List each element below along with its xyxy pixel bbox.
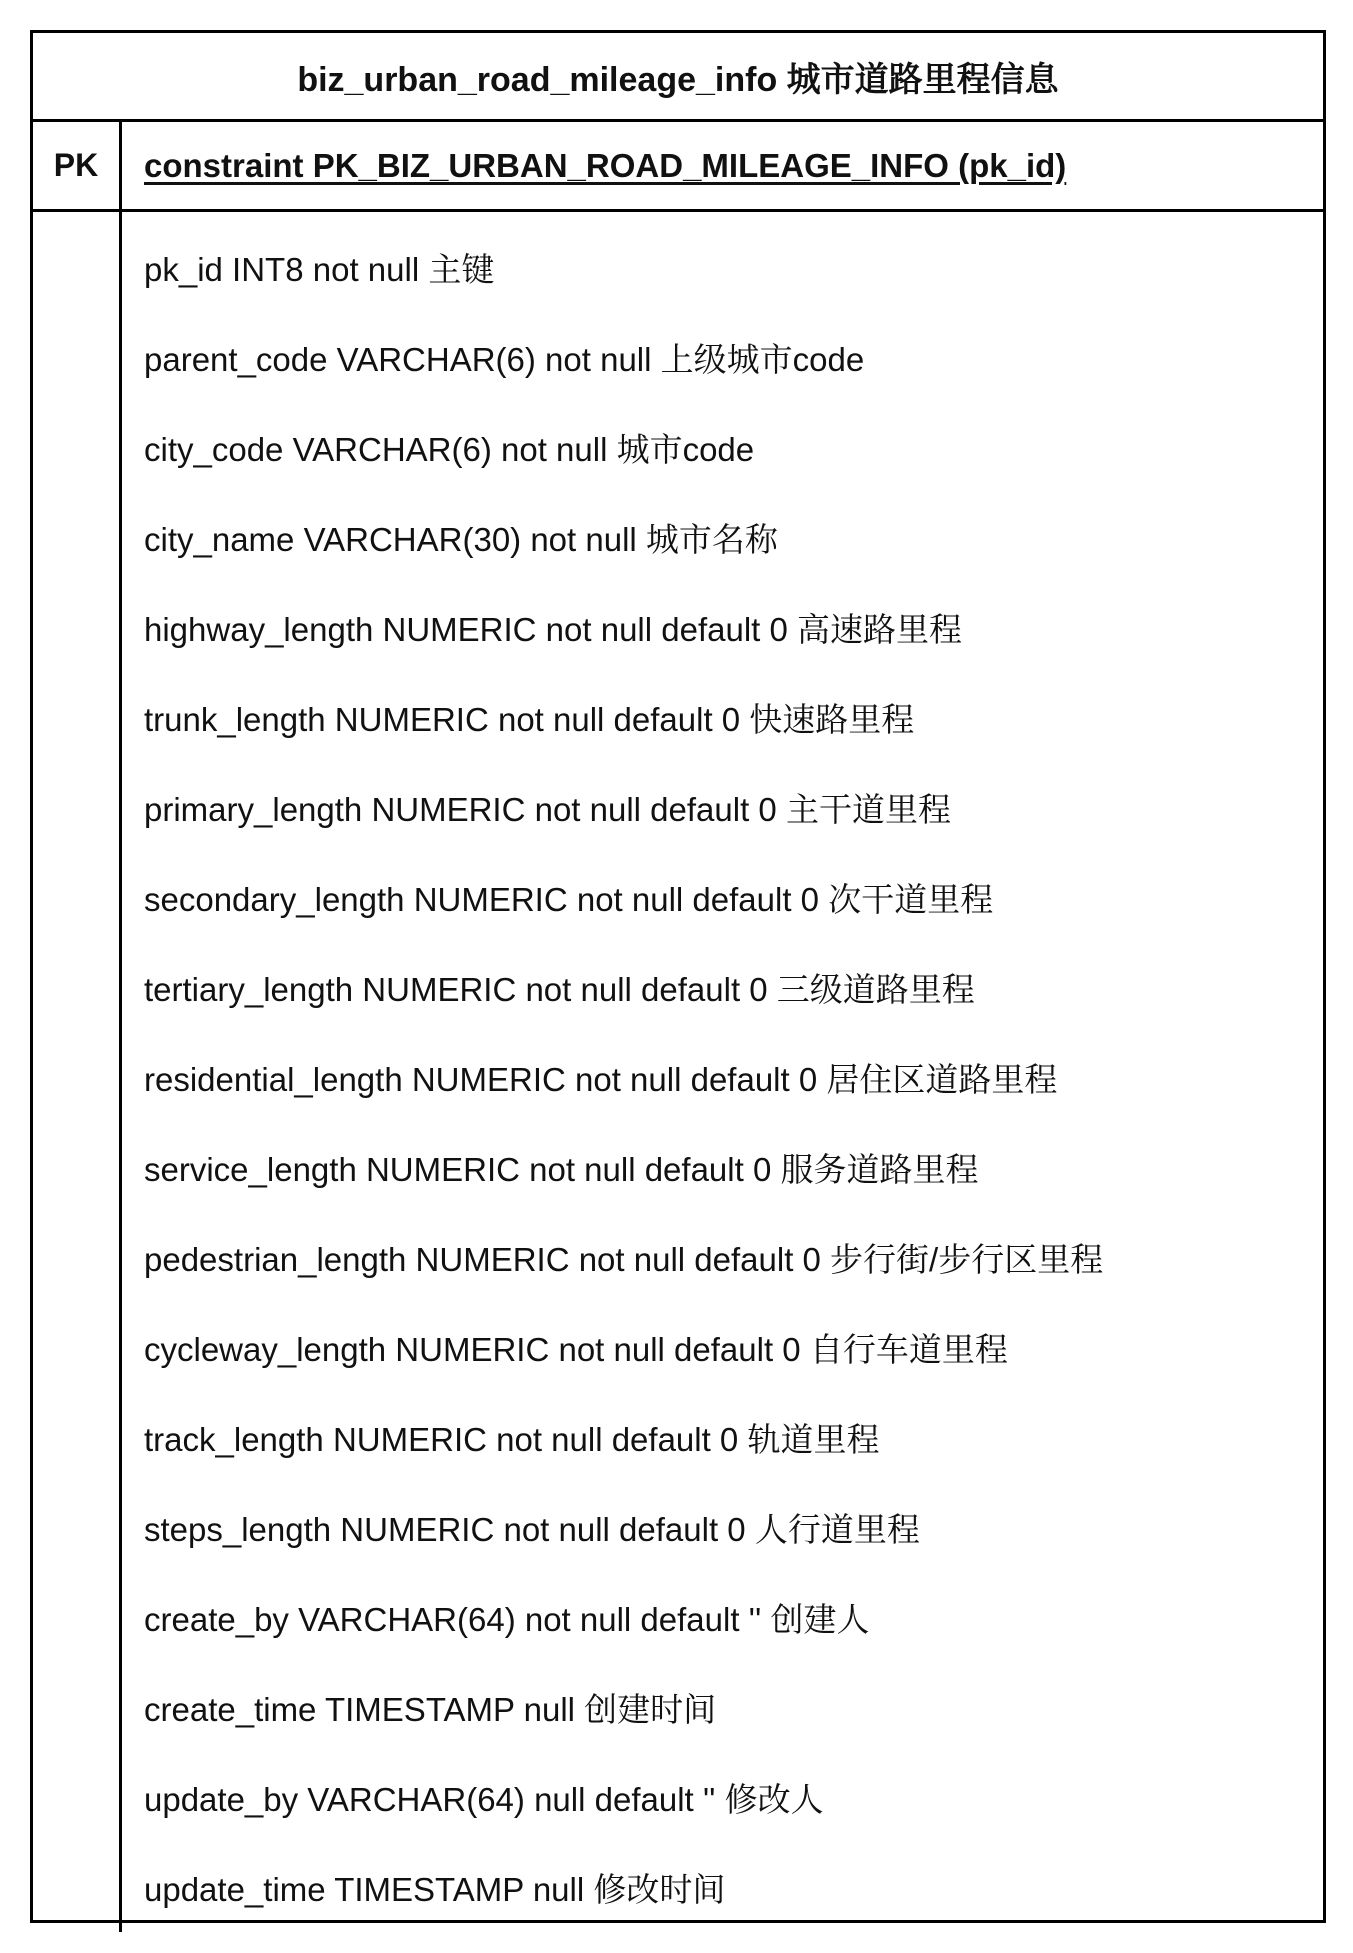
column-row: tertiary_length NUMERIC not null default 0 三级道路里程 [144, 970, 975, 1008]
column-row: pedestrian_length NUMERIC not null default 0 步行街/步行区里程 [144, 1240, 1104, 1278]
key-column-blank [33, 212, 122, 1932]
column-row: primary_length NUMERIC not null default 0 主干道里程 [144, 790, 951, 828]
column-row: update_time TIMESTAMP null 修改时间 [144, 1870, 726, 1908]
column-list [122, 212, 1323, 1932]
column-row: residential_length NUMERIC not null default 0 居住区道路里程 [144, 1060, 1058, 1098]
column-row: city_code VARCHAR(6) not null 城市code [144, 430, 755, 468]
column-row: create_time TIMESTAMP null 创建时间 [144, 1690, 717, 1728]
column-row: steps_length NUMERIC not null default 0 人行道里程 [144, 1510, 920, 1548]
column-row: highway_length NUMERIC not null default 0 高速路里程 [144, 610, 963, 648]
column-row: pk_id INT8 not null 主键 [144, 250, 495, 288]
column-row: update_by VARCHAR(64) null default '' 修改人 [144, 1780, 824, 1818]
pk-label: PK [33, 122, 122, 212]
column-row: city_name VARCHAR(30) not null 城市名称 [144, 520, 778, 558]
column-row: secondary_length NUMERIC not null default 0 次干道里程 [144, 880, 994, 918]
pk-constraint: constraint PK_BIZ_URBAN_ROAD_MILEAGE_INFO (pk_id) [122, 122, 1323, 212]
column-row: parent_code VARCHAR(6) not null 上级城市code [144, 340, 865, 378]
entity-table [30, 30, 1326, 1923]
column-row: create_by VARCHAR(64) not null default '' 创建人 [144, 1600, 870, 1638]
column-row: trunk_length NUMERIC not null default 0 快速路里程 [144, 700, 915, 738]
column-row: track_length NUMERIC not null default 0 轨道里程 [144, 1420, 880, 1458]
column-row: service_length NUMERIC not null default 0 服务道路里程 [144, 1150, 979, 1188]
table-title: biz_urban_road_mileage_info 城市道路里程信息 [33, 33, 1323, 122]
column-row: cycleway_length NUMERIC not null default 0 自行车道里程 [144, 1330, 1008, 1368]
